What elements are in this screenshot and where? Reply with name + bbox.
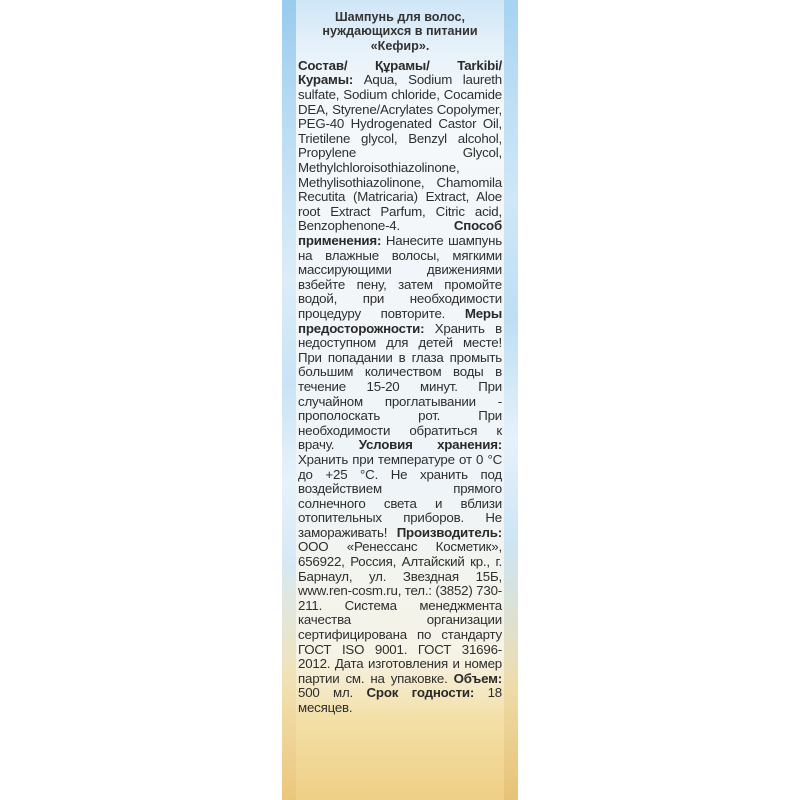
- usage-text: Нанесите шампунь на влажные волосы, мягкими массирующими движениями взбейте пену, затем промойте водой, при необходимости процедуру повторите.: [298, 233, 502, 321]
- manufacturer-heading: Производитель:: [396, 524, 502, 540]
- title-line-1: Шампунь для волос,: [334, 10, 466, 24]
- usage-heading: Способ применения:: [298, 218, 502, 249]
- product-title: [298, 10, 502, 53]
- label-body-text: [298, 59, 502, 716]
- storage-text: Хранить при температуре от 0 °С до +25 °С. Не хранить под воздействием прямого солнечного света и вблизи отопительных приборов. Не замораживать!: [298, 451, 502, 540]
- precautions-heading: Меры предосторожности:: [298, 305, 502, 336]
- label-left-edge: [282, 0, 296, 800]
- label-content: [298, 10, 502, 716]
- product-label: [282, 0, 518, 800]
- volume-text: 500 мл.: [298, 685, 367, 701]
- shelf-life-text: 18 месяцев.: [298, 685, 502, 716]
- composition-text: Aqua, Sodium laureth sulfate, Sodium chloride, Cocamide DEA, Styrene/Acrylates Copolymer, PEG-40 Hydrogenated Castor Oil, Trietilene glycol, Benzyl alcohol, Propylene Glycol, Methylchloroisothiazolinone, Methylisothiazolinone, Chamomila Recutita (Matricaria) Extract, Aloe root Extract Parfum, Citric acid, Benzophenone-4.: [298, 72, 502, 234]
- volume-heading: Объем:: [453, 670, 502, 686]
- title-line-3: «Кефир».: [370, 38, 430, 53]
- manufacturer-text: ООО «Ренессанс Косметик», 656922, Россия, Алтайский кр., г. Барнаул, ул. Звездная 15Б, www.ren-cosm.ru, тел.: (3852) 730-211. Система менеджмента качества организации сертифицирована по стандарту ГОСТ ISO 9001. ГОСТ 31696-2012. Дата изготовления и номер партии см. на упаковке.: [298, 539, 502, 686]
- storage-heading: Условия хранения:: [358, 437, 502, 453]
- label-right-edge: [504, 0, 518, 800]
- composition-heading: Состав/ Құрамы/ Tarkibi/ Курамы:: [298, 57, 502, 88]
- title-line-2: нуждающихся в питании: [322, 24, 478, 39]
- precautions-text: Хранить в недоступном для детей месте! При попадании в глаза промыть большим количеством воды в течение 15-20 минут. При случайном проглатывании - прополоскать рот. При необходимости обратиться к врачу.: [298, 320, 502, 453]
- shelf-life-heading: Срок годности:: [366, 685, 475, 701]
